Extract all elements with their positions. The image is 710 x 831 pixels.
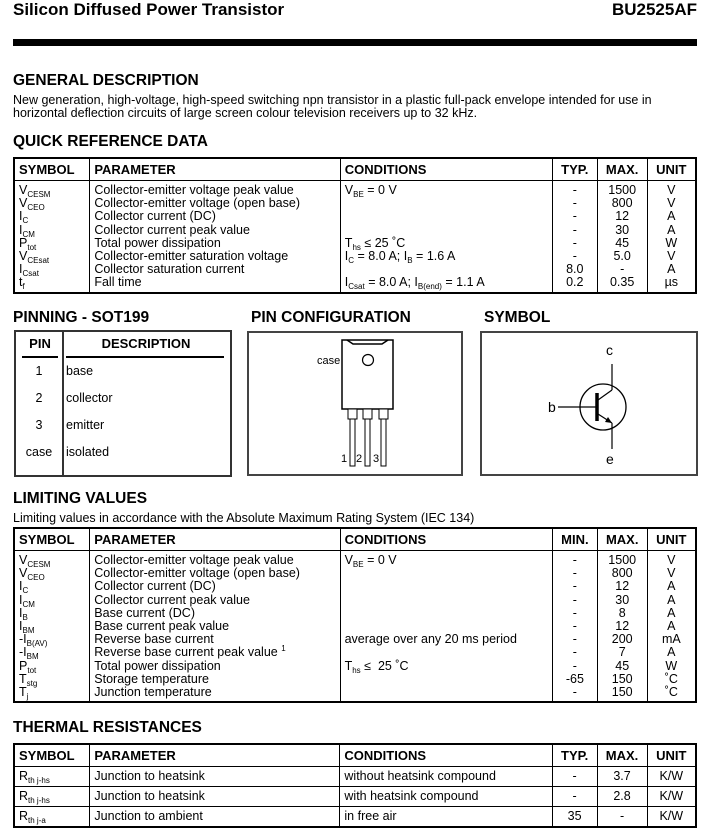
col-symbol: SYMBOL [14,158,90,181]
symbol: $T_j$ [19,684,29,701]
unit-value: A [667,262,676,277]
col-symbol: SYMBOL [14,744,90,767]
unit-value: A [667,645,676,660]
symbol: $I_C$ [19,579,29,596]
max-column [597,181,647,293]
min-value: - [572,592,577,607]
max-value: 12 [615,618,630,633]
pin-1-label: 1 [341,453,348,465]
max-value: 150 [611,671,633,686]
max-value: 12 [615,579,630,594]
typ-value: - [572,222,577,237]
parameter: Base current peak value [94,618,230,633]
symbol: $R_{th j-hs}$ [14,787,90,807]
typ-value: - [572,183,577,197]
table-header-row [14,744,696,767]
unit-value: A [667,592,676,607]
table-header-row [14,528,696,551]
parameter: Collector current (DC) [94,209,216,224]
typ-value: - [552,787,597,807]
max-value: 45 [615,658,630,673]
condition: $V_{BE} = 0$ V [344,183,397,199]
col-symbol: SYMBOL [14,528,90,551]
max-value: 8 [618,605,626,620]
unit-value: V [667,566,676,581]
symbol-column [14,181,90,293]
parameter: Junction to ambient [90,807,340,828]
max-value: 1500 [608,553,637,567]
document-title: Silicon Diffused Power Transistor [13,0,285,19]
conditions-column [340,181,552,293]
condition: $V_{BE} = 0$ V [344,553,397,569]
unit-value: A [667,222,676,237]
unit-value: ˚C [664,684,678,699]
min-column [552,551,597,703]
symbol-heading: SYMBOL [484,309,551,326]
pin-number: 2 [35,391,43,405]
pin-number: case [25,445,53,459]
base-label: b [548,399,556,415]
typ-value: 35 [552,807,597,828]
symbol: $t_f$ [19,275,25,292]
parameter-column [90,551,340,703]
min-value: - [572,566,577,581]
unit-value: V [667,196,676,211]
table-row [14,787,696,807]
limiting-values-heading: LIMITING VALUES [13,490,148,507]
max-column [597,551,647,703]
unit-column [647,181,696,293]
header-underline [66,356,224,358]
symbol: $I_C$ [19,209,29,226]
unit-value: A [667,579,676,594]
unit-value: K/W [647,787,696,807]
min-value: - [572,553,577,567]
condition: $I_C = 8.0$ A; $I_B = 1.6$ A [344,248,456,265]
col-parameter: PARAMETER [90,528,340,551]
symbol: $R_{th j-hs}$ [14,767,90,787]
pinning-table [14,330,232,477]
condition: in free air [340,807,552,828]
col-pin: PIN [29,336,51,351]
unit-value: mA [661,632,681,647]
col-max: MAX. [597,158,647,181]
max-value: 800 [611,566,633,581]
symbol: $V_{CESM}$ [19,553,51,569]
col-unit: UNIT [647,528,696,551]
pin-description: isolated [66,445,110,459]
collector-label: c [606,342,613,358]
parameter: Collector-emitter voltage peak value [94,183,294,197]
general-description-text [13,94,703,120]
col-description: DESCRIPTION [101,336,191,351]
unit-value: K/W [647,807,696,828]
max-value: 2.8 [597,787,647,807]
condition: $T_{hs} \le 25$ ˚C [344,658,409,675]
col-max: MAX. [597,528,647,551]
col-conditions: CONDITIONS [340,528,552,551]
unit-value: W [665,235,678,250]
quick-reference-heading: QUICK REFERENCE DATA [13,133,208,150]
max-value: 45 [615,235,630,250]
to220-package-icon [249,333,461,474]
unit-value: A [667,618,676,633]
symbol: $I_{CM}$ [19,592,35,609]
parameter: Fall time [94,275,142,290]
col-parameter: PARAMETER [90,744,340,767]
column-divider [62,332,64,475]
table-header-row [14,158,696,181]
pin-configuration-diagram [247,331,463,476]
pinning-heading: PINNING - SOT199 [13,309,150,326]
parameter: Base current (DC) [94,605,196,620]
parameter: Total power dissipation [94,235,221,250]
typ-value: 0.2 [566,275,584,290]
symbol: $T_{stg}$ [19,671,38,688]
max-value: 30 [615,222,630,237]
parameter: Junction to heatsink [90,767,340,787]
symbol: $R_{th j-a}$ [14,807,90,828]
table-row [14,807,696,828]
unit-value: µs [664,275,679,290]
symbol-column [14,551,90,703]
parameter: Junction to heatsink [90,787,340,807]
max-value: 150 [611,684,633,699]
npn-transistor-icon [482,333,696,474]
condition: $T_{hs} \le 25$ ˚C [344,235,406,252]
transistor-symbol-diagram [480,331,698,476]
symbol: $P_{tot}$ [19,235,37,252]
max-value: 7 [618,645,626,660]
parameter: Collector current peak value [94,592,250,607]
unit-value: W [665,658,678,673]
symbol: $I_B$ [19,605,28,622]
pin-description: collector [66,391,113,405]
limiting-values-subtitle: Limiting values in accordance with the Absolute Maximum Rating System (IEC 134) [13,511,475,525]
max-value: 1500 [608,183,637,197]
col-unit: UNIT [647,744,696,767]
pin-configuration-heading: PIN CONFIGURATION [251,309,411,326]
min-value: - [572,579,577,594]
col-parameter: PARAMETER [90,158,340,181]
parameter: Junction temperature [94,684,212,699]
typ-value: - [552,767,597,787]
unit-value: V [667,248,676,263]
max-value: 800 [611,196,633,211]
symbol: $V_{CEO}$ [19,196,45,213]
parameter: Collector current (DC) [94,579,216,594]
max-value: 30 [615,592,630,607]
col-max: MAX. [597,744,647,767]
description-line: horizontal deflection circuits of large screen colour television receivers up to 32 kHz. [13,106,478,120]
parameter: Collector-emitter saturation voltage [94,248,289,263]
description-line: New generation, high-voltage, high-speed switching npn transistor in a plastic full-pack envelope intended for use in [13,93,652,107]
parameter: Collector-emitter voltage peak value [94,553,294,567]
parameter: Reverse base current [94,632,214,647]
table-row [14,767,696,787]
symbol: $V_{CEsat}$ [19,248,50,265]
header-underline [22,356,58,358]
symbol: $I_{Csat}$ [19,262,39,279]
pin-2-label: 2 [356,453,363,465]
unit-value: ˚C [664,671,678,686]
parameter: Reverse base current peak value $^1$ [94,644,286,660]
unit-value: K/W [647,767,696,787]
col-conditions: CONDITIONS [340,744,552,767]
unit-column [647,551,696,703]
pin-number: 3 [35,418,43,432]
pin-description: base [66,364,94,378]
thermal-resistances-table [13,743,697,828]
part-number: BU2525AF [611,0,697,19]
max-value: - [620,262,625,277]
min-value: - [572,658,577,673]
symbol: $I_{BM}$ [19,618,35,635]
condition: without heatsink compound [340,767,552,787]
typ-value: - [572,209,577,224]
col-min: MIN. [552,528,597,551]
symbol: $V_{CEO}$ [19,566,45,583]
conditions-column [340,551,552,703]
min-value: - [572,605,577,620]
max-value: - [597,807,647,828]
parameter: Collector-emitter voltage (open base) [94,566,300,581]
emitter-label: e [606,451,614,467]
unit-value: V [667,183,676,197]
max-value: 3.7 [597,767,647,787]
footnote-marker: 1 [281,644,286,654]
unit-value: A [667,605,676,620]
symbol: $P_{tot}$ [19,658,37,675]
unit-value: A [667,209,676,224]
max-value: 0.35 [609,275,635,290]
parameter-column [90,181,340,293]
typ-value: - [572,248,577,263]
max-value: 200 [611,632,633,647]
col-unit: UNIT [647,158,696,181]
parameter: Collector-emitter voltage (open base) [94,196,300,211]
symbol: $-I_{BM}$ [19,645,39,662]
pin-3-label: 3 [373,453,380,465]
table-body [14,181,696,293]
condition: with heatsink compound [340,787,552,807]
condition: average over any 20 ms period [344,632,517,647]
max-value: 5.0 [613,248,631,263]
col-typ: TYP. [552,158,597,181]
pin-description: emitter [66,418,105,432]
parameter: Total power dissipation [94,658,221,673]
parameter: Collector saturation current [94,262,245,277]
unit-value: V [667,553,676,567]
thermal-resistances-heading: THERMAL RESISTANCES [13,719,202,736]
typ-column [552,181,597,293]
limiting-values-table [13,527,697,703]
pin-number: 1 [35,364,43,378]
min-value: - [572,632,577,647]
min-value: - [572,618,577,633]
typ-value: 8.0 [566,262,584,277]
parameter: Storage temperature [94,671,209,686]
table-body [14,551,696,703]
symbol: $V_{CESM}$ [19,183,51,199]
general-description-heading: GENERAL DESCRIPTION [13,72,199,89]
max-value: 12 [615,209,630,224]
min-value: - [572,645,577,660]
min-value: -65 [565,671,584,686]
min-value: - [572,684,577,699]
symbol: $I_{CM}$ [19,222,35,239]
quick-reference-table [13,157,697,294]
case-label: case [317,355,341,367]
typ-value: - [572,235,577,250]
col-conditions: CONDITIONS [340,158,552,181]
col-typ: TYP. [552,744,597,767]
symbol: $-I_{B(AV)}$ [19,632,48,649]
header-divider [13,39,697,46]
condition: $I_{Csat} = 8.0$ A; $I_{B(end)} = 1.1$ A [344,275,485,292]
parameter: Collector current peak value [94,222,250,237]
typ-value: - [572,196,577,211]
